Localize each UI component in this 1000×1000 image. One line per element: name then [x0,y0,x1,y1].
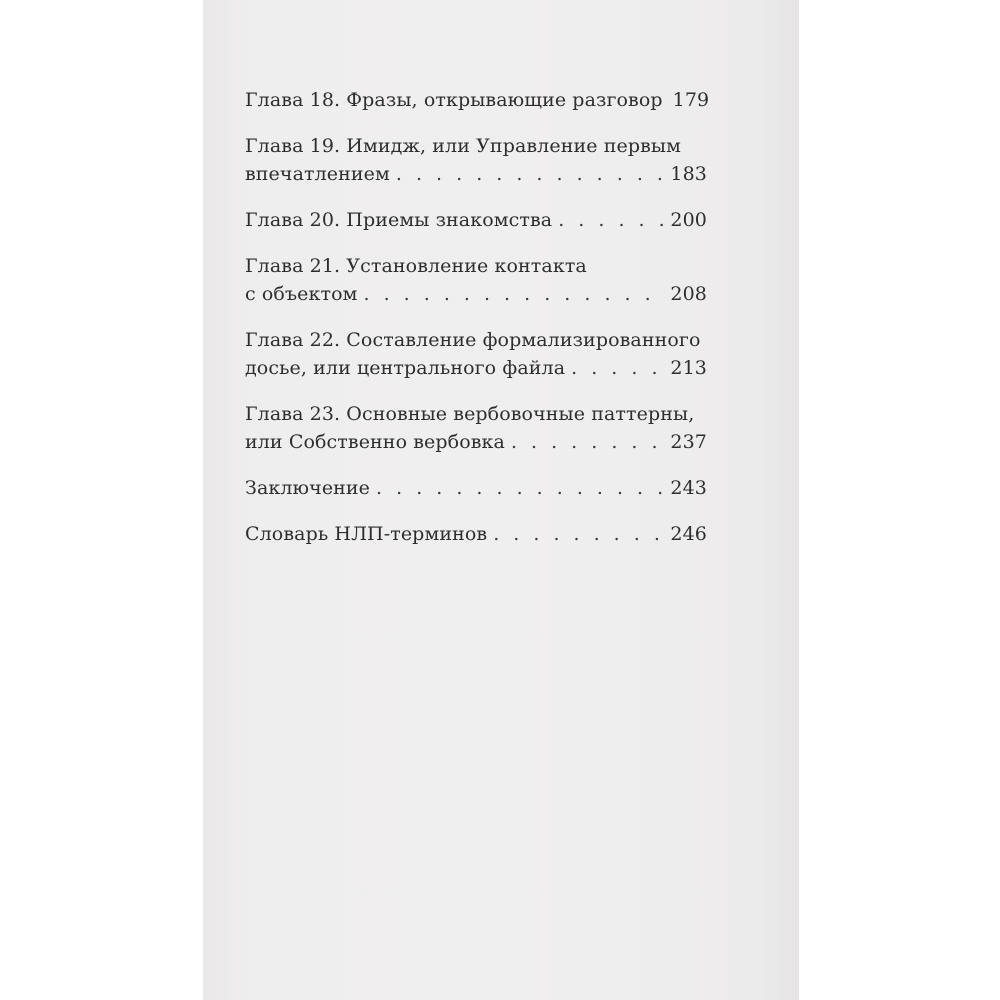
toc-entry-line [245,520,707,548]
toc-page-number: 208 [670,283,707,305]
toc-page-number: 183 [670,163,707,185]
table-of-contents [245,86,710,548]
toc-entry-title: Глава 22. Составление формализированного [245,329,701,351]
toc-entry-line [245,160,707,188]
toc-entry-chapter-21 [245,252,707,308]
toc-entry-title-continued: с объектом [245,283,358,305]
toc-entry-line [245,474,707,502]
toc-entry-line [245,86,710,114]
toc-leader-dots [493,520,666,548]
toc-entry-line [245,206,707,234]
toc-entry-line [245,354,707,382]
toc-leader-dots [396,160,667,188]
toc-entry-title-continued: впечатлением [245,163,390,185]
toc-page-number: 200 [670,209,707,231]
toc-entry-line [245,280,707,308]
toc-page-number: 246 [670,523,707,545]
toc-entry-title: Глава 18. Фразы, открывающие разговор [245,89,663,111]
toc-page-number: 237 [670,431,707,453]
toc-leader-dots [558,206,666,234]
toc-leader-dots [376,474,666,502]
toc-entry-title: Заключение [245,477,371,499]
toc-leader-dots [571,354,666,382]
toc-entry-title-continued: или Собственно вербовка [245,431,505,453]
toc-entry-conclusion [245,474,707,502]
toc-entry-chapter-22 [245,326,707,382]
toc-entry-line [245,132,707,160]
toc-entry-line [245,326,707,354]
toc-entry-title-continued: досье, или центрального файла [245,357,566,379]
toc-page-number: 213 [670,357,707,379]
toc-entry-line [245,400,707,428]
toc-entry-glossary [245,520,707,548]
toc-entry-line [245,252,707,280]
toc-entry-title: Глава 19. Имидж, или Управление первым [245,135,681,157]
toc-entry-title: Глава 21. Установление контакта [245,255,587,277]
toc-entry-chapter-20 [245,206,707,234]
toc-entry-chapter-23 [245,400,707,456]
toc-page-number: 243 [670,477,707,499]
toc-entry-title: Словарь НЛП-терминов [245,523,488,545]
toc-entry-title: Глава 23. Основные вербовочные паттерны, [245,403,695,425]
toc-entry-chapter-19 [245,132,707,188]
toc-entry-line [245,428,707,456]
toc-entry-title: Глава 20. Приемы знакомства [245,209,553,231]
toc-leader-dots [511,428,666,456]
toc-entry-chapter-18 [245,86,710,114]
toc-page-number: 179 [672,89,710,111]
toc-leader-dots [364,280,667,308]
